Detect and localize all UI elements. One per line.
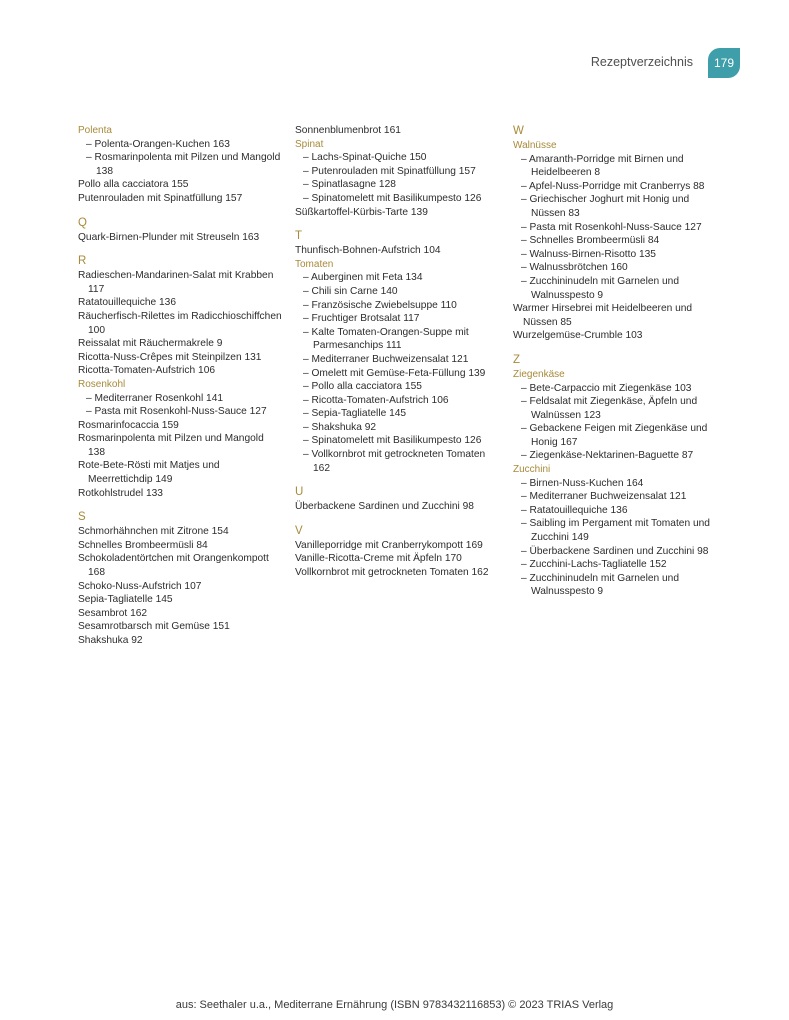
index-entry: Sepia-Tagliatelle 145 [78,594,173,606]
index-sub-entry: – Zucchininudeln mit Garnelen und Walnusspesto 9 [513,572,718,599]
index-sub-entry: – Französische Zwiebelsuppe 110 [295,299,500,313]
index-sub-entry: – Birnen-Nuss-Kuchen 164 [513,477,718,491]
page-number-badge: 179 [708,48,740,78]
index-sub-entry: – Fruchtiger Brotsalat 117 [295,312,500,326]
index-sub-entry: – Omelett mit Gemüse-Feta-Füllung 139 [295,367,500,381]
index-group-heading: Walnüsse [513,140,557,151]
index-sub-entry: – Mediterraner Rosenkohl 141 [78,392,283,406]
index-column-2 [295,124,500,580]
index-sub-entry: – Sepia-Tagliatelle 145 [295,407,500,421]
index-entry: Sesambrot 162 [78,607,148,619]
index-entry: Radieschen-Mandarinen-Salat mit Krabben 117 [78,270,274,295]
index-sub-entry: – Feldsalat mit Ziegenkäse, Äpfeln und Walnüssen 123 [513,395,718,422]
index-sub-entry: – Zucchininudeln mit Garnelen und Walnusspesto 9 [513,275,718,302]
index-sub-entry: – Spinatlasagne 128 [295,178,500,192]
index-sub-entry: – Ziegenkäse-Nektarinen-Baguette 87 [513,449,718,463]
index-sub-entry: – Spinatomelett mit Basilikumpesto 126 [295,192,500,206]
index-entry: Sonnenblumenbrot 161 [295,125,401,136]
index-sub-entry: – Pasta mit Rosenkohl-Nuss-Sauce 127 [78,405,283,419]
index-sub-entry: – Vollkornbrot mit getrockneten Tomaten 162 [295,448,500,475]
index-entry: Wurzelgemüse-Crumble 103 [513,330,643,342]
index-sub-entry: – Putenrouladen mit Spinatfüllung 157 [295,165,500,179]
index-entry: Schokoladentörtchen mit Orangenkompott 168 [78,553,269,579]
index-entry: Ricotta-Nuss-Crêpes mit Steinpilzen 131 [78,351,262,363]
index-entry: Rosmarinpolenta mit Pilzen und Mangold 138 [78,433,264,458]
index-group-heading: Zucchini [513,464,551,476]
index-sub-entry: – Ratatouillequiche 136 [513,504,718,518]
index-group-heading: Tomaten [295,258,334,270]
index-sub-entry: – Pasta mit Rosenkohl-Nuss-Sauce 127 [513,221,718,235]
index-entry: Schoko-Nuss-Aufstrich 107 [78,580,202,592]
index-sub-entry: – Kalte Tomaten-Orangen-Suppe mit Parmesanchips 111 [295,326,500,353]
index-entry: Vollkornbrot mit getrockneten Tomaten 162 [295,567,489,579]
index-entry: Thunfisch-Bohnen-Aufstrich 104 [295,245,441,257]
index-entry: Rosmarinfocaccia 159 [78,419,179,431]
index-letter-heading: R [78,255,87,268]
index-entry: Ricotta-Tomaten-Aufstrich 106 [78,365,216,377]
index-entry: Vanille-Ricotta-Creme mit Äpfeln 170 [295,553,462,565]
index-entry: Sesamrotbarsch mit Gemüse 151 [78,621,230,633]
index-sub-entry: – Walnussbrötchen 160 [513,261,718,275]
index-letter-heading: W [513,125,524,137]
index-entry: Überbackene Sardinen und Zucchini 98 [295,501,474,513]
index-entry: Ratatouillequiche 136 [78,297,176,309]
index-letter-heading: Q [78,216,87,229]
index-sub-entry: – Pollo alla cacciatora 155 [295,380,500,394]
index-sub-entry: – Griechischer Joghurt mit Honig und Nüssen 83 [513,193,718,220]
index-sub-entry: – Überbackene Sardinen und Zucchini 98 [513,545,718,559]
index-sub-entry: – Saibling im Pergament mit Tomaten und Zucchini 149 [513,517,718,544]
index-group-heading: Ziegenkäse [513,368,565,380]
index-letter-heading: T [295,230,303,243]
index-sub-entry: – Lachs-Spinat-Quiche 150 [295,151,500,165]
index-letter-heading: U [295,486,304,499]
index-sub-entry: – Spinatomelett mit Basilikumpesto 126 [295,434,500,448]
index-sub-entry: – Apfel-Nuss-Porridge mit Cranberrys 88 [513,180,718,194]
index-sub-entry: – Auberginen mit Feta 134 [295,271,500,285]
index-sub-entry: – Gebackene Feigen mit Ziegenkäse und Honig 167 [513,422,718,449]
index-entry: Shakshuka 92 [78,635,143,646]
index-sub-entry: – Polenta-Orangen-Kuchen 163 [78,138,283,152]
index-group-heading: Rosenkohl [78,378,126,390]
index-entry: Schnelles Brombeermüsli 84 [78,539,208,551]
index-entry: Reissalat mit Räuchermakrele 9 [78,338,223,350]
index-entry: Warmer Hirsebrei mit Heidelbeeren und Nüssen 85 [513,303,693,328]
index-entry: Vanilleporridge mit Cranberrykompott 169 [295,539,483,551]
index-letter-heading: V [295,524,303,537]
index-entry: Räucherfisch-Rilettes im Radicchioschiffchen 100 [78,310,282,336]
index-sub-entry: – Mediterraner Buchweizensalat 121 [295,353,500,367]
index-entry: Süßkartoffel-Kürbis-Tarte 139 [295,206,428,218]
index-group-heading: Polenta [78,125,112,136]
index-entry: Pollo alla cacciatora 155 [78,179,189,191]
index-sub-entry: – Bete-Carpaccio mit Ziegenkäse 103 [513,382,718,396]
index-sub-entry: – Schnelles Brombeermüsli 84 [513,234,718,248]
index-entry: Rotkohlstrudel 133 [78,487,163,499]
index-sub-entry: – Chili sin Carne 140 [295,285,500,299]
index-letter-heading: Z [513,353,521,366]
index-entry: Rote-Bete-Rösti mit Matjes und Meerrettichdip 149 [78,460,220,486]
index-sub-entry: – Ricotta-Tomaten-Aufstrich 106 [295,394,500,408]
index-column-1 [78,124,283,648]
index-sub-entry: – Zucchini-Lachs-Tagliatelle 152 [513,558,718,572]
index-sub-entry: – Mediterraner Buchweizensalat 121 [513,490,718,504]
index-sub-entry: – Amaranth-Porridge mit Birnen und Heidelbeeren 8 [513,153,718,180]
index-entry: Putenrouladen mit Spinatfüllung 157 [78,192,243,204]
page-footer: aus: Seethaler u.a., Mediterrane Ernährung (ISBN 9783432116853) © 2023 TRIAS Verlag [175,999,614,1011]
index-group-heading: Spinat [295,138,324,150]
index-letter-heading: S [78,511,86,524]
index-entry: Schmorhähnchen mit Zitrone 154 [78,526,229,538]
index-sub-entry: – Rosmarinpolenta mit Pilzen und Mangold 138 [78,151,283,178]
index-sub-entry: – Shakshuka 92 [295,421,500,435]
index-column-3 [513,124,718,599]
index-sub-entry: – Walnuss-Birnen-Risotto 135 [513,248,718,262]
index-entry: Quark-Birnen-Plunder mit Streuseln 163 [78,231,260,243]
page-header-title: Rezeptverzeichnis [590,55,693,69]
